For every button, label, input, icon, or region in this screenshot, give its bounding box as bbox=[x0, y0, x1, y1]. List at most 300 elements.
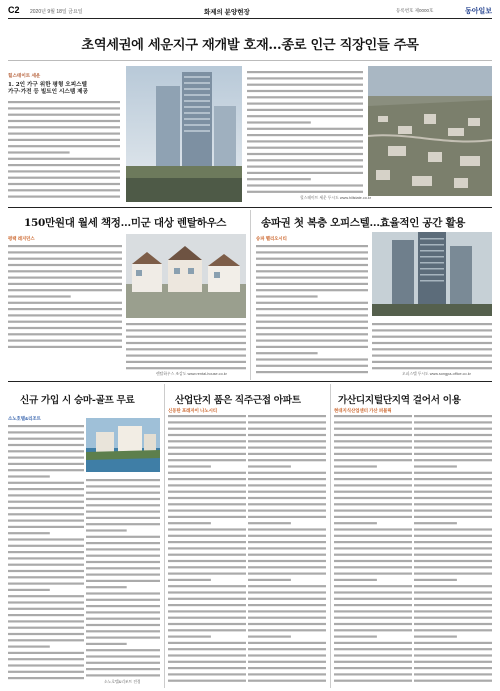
text-line bbox=[168, 604, 246, 606]
text-line bbox=[334, 453, 412, 455]
text-line bbox=[8, 570, 84, 572]
text-line bbox=[248, 522, 291, 524]
text-line bbox=[8, 520, 84, 522]
text-line bbox=[414, 541, 492, 543]
text-line bbox=[168, 453, 246, 455]
section-title: 화제의 분양현장 bbox=[204, 9, 250, 16]
registration-code: 등록번호 제0000호 bbox=[396, 8, 434, 13]
bottom-1-headline: 신규 가입 시 승마-골프 무료 bbox=[20, 395, 135, 406]
text-line bbox=[126, 329, 246, 331]
text-line bbox=[8, 340, 122, 342]
header-rule bbox=[8, 18, 492, 19]
text-line bbox=[247, 159, 363, 161]
text-line bbox=[168, 598, 246, 600]
text-line bbox=[8, 671, 84, 673]
text-line bbox=[168, 447, 246, 449]
text-line bbox=[86, 599, 160, 601]
text-line bbox=[126, 342, 246, 344]
mid-left-credit: 렌탈하우스 조감도 www.rental-house.co.kr bbox=[156, 372, 227, 376]
bottom-2-body-1 bbox=[168, 414, 246, 684]
text-line bbox=[334, 617, 412, 619]
newspaper-logo: 동아일보 bbox=[464, 8, 492, 15]
main-article-body-right bbox=[247, 70, 363, 194]
text-line bbox=[248, 661, 326, 663]
column-divider bbox=[250, 210, 251, 380]
text-line bbox=[256, 295, 318, 297]
text-line bbox=[86, 485, 160, 487]
text-line bbox=[334, 673, 412, 675]
text-line bbox=[86, 561, 160, 563]
text-line bbox=[168, 491, 246, 493]
mid-right-tag: 송파 헬리오시티 bbox=[256, 236, 287, 241]
text-line bbox=[8, 501, 84, 503]
text-line bbox=[8, 627, 84, 629]
text-line bbox=[414, 428, 492, 430]
text-line bbox=[334, 528, 412, 530]
text-line bbox=[414, 522, 457, 524]
text-line bbox=[414, 434, 492, 436]
text-line bbox=[86, 674, 160, 676]
mid-right-credit: 오피스텔 투시도 www.songpa-office.co.kr bbox=[402, 372, 471, 376]
text-line bbox=[86, 630, 160, 632]
text-line bbox=[256, 321, 368, 323]
text-line bbox=[247, 191, 363, 193]
text-line bbox=[248, 648, 326, 650]
text-line bbox=[248, 579, 291, 581]
text-line bbox=[168, 610, 246, 612]
text-line bbox=[414, 440, 492, 442]
text-line bbox=[8, 608, 84, 610]
text-line bbox=[8, 258, 122, 260]
text-line bbox=[414, 484, 492, 486]
text-line bbox=[168, 516, 246, 518]
section-rule-2 bbox=[8, 381, 492, 382]
text-line bbox=[168, 547, 246, 549]
text-line bbox=[334, 598, 412, 600]
text-line bbox=[372, 348, 492, 350]
text-line bbox=[168, 673, 246, 675]
text-line bbox=[334, 484, 412, 486]
text-line bbox=[256, 283, 368, 285]
bottom-1-body-2 bbox=[86, 478, 160, 678]
text-line bbox=[248, 598, 326, 600]
text-line bbox=[247, 166, 363, 168]
main-article-credit: 힐스테이트 세운 투시도 www.hillstate.co.kr bbox=[300, 196, 372, 200]
text-line bbox=[248, 667, 326, 669]
text-line bbox=[86, 555, 160, 557]
text-line bbox=[414, 610, 492, 612]
text-line bbox=[8, 469, 84, 471]
text-line bbox=[168, 667, 246, 669]
text-line bbox=[248, 554, 326, 556]
text-line bbox=[86, 548, 160, 550]
text-line bbox=[168, 636, 211, 638]
text-line bbox=[248, 491, 326, 493]
text-line bbox=[248, 516, 326, 518]
text-line bbox=[414, 472, 492, 474]
text-line bbox=[414, 554, 492, 556]
text-line bbox=[414, 478, 492, 480]
text-line bbox=[414, 585, 492, 587]
bottom-3-body-1 bbox=[334, 414, 412, 684]
text-line bbox=[8, 283, 122, 285]
text-line bbox=[248, 453, 326, 455]
text-line bbox=[414, 617, 492, 619]
text-line bbox=[256, 251, 368, 253]
text-line bbox=[8, 321, 122, 323]
text-line bbox=[86, 567, 160, 569]
text-line bbox=[8, 295, 71, 297]
main-building-photo bbox=[126, 66, 242, 202]
text-line bbox=[86, 517, 160, 519]
text-line bbox=[86, 611, 160, 613]
text-line bbox=[334, 604, 412, 606]
text-line bbox=[334, 447, 412, 449]
column-divider-3 bbox=[330, 384, 331, 688]
text-line bbox=[168, 497, 246, 499]
text-line bbox=[248, 434, 326, 436]
text-line bbox=[248, 566, 326, 568]
text-line bbox=[86, 523, 160, 525]
text-line bbox=[414, 453, 492, 455]
bottom-2-headline: 산업단지 품은 직주근접 아파트 bbox=[175, 395, 301, 406]
text-line bbox=[414, 547, 492, 549]
text-line bbox=[414, 598, 492, 600]
text-line bbox=[248, 459, 326, 461]
text-line bbox=[247, 134, 363, 136]
text-line bbox=[334, 459, 412, 461]
text-line bbox=[334, 585, 412, 587]
text-line bbox=[8, 346, 122, 348]
text-line bbox=[86, 511, 160, 513]
text-line bbox=[8, 164, 120, 166]
text-line bbox=[168, 591, 246, 593]
resort-photo bbox=[86, 418, 160, 472]
text-line bbox=[168, 522, 211, 524]
text-line bbox=[247, 178, 311, 180]
text-line bbox=[168, 440, 246, 442]
text-line bbox=[372, 329, 492, 331]
text-line bbox=[8, 308, 122, 310]
text-line bbox=[414, 623, 492, 625]
text-line bbox=[334, 541, 412, 543]
text-line bbox=[86, 655, 160, 657]
text-line bbox=[8, 444, 84, 446]
bottom-1-body-1 bbox=[8, 424, 84, 682]
text-line bbox=[168, 661, 246, 663]
text-line bbox=[248, 560, 326, 562]
text-line bbox=[414, 680, 492, 682]
text-line bbox=[334, 415, 412, 417]
text-line bbox=[248, 654, 326, 656]
text-line bbox=[248, 541, 326, 543]
mid-left-body-1 bbox=[8, 244, 122, 354]
text-line bbox=[247, 90, 363, 92]
text-line bbox=[8, 170, 120, 172]
text-line bbox=[86, 592, 160, 594]
text-line bbox=[8, 633, 84, 635]
text-line bbox=[414, 528, 492, 530]
text-line bbox=[247, 128, 363, 130]
text-line bbox=[256, 245, 368, 247]
text-line bbox=[248, 610, 326, 612]
text-line bbox=[256, 358, 368, 360]
text-line bbox=[256, 264, 368, 266]
text-line bbox=[247, 96, 363, 98]
text-line bbox=[256, 327, 368, 329]
text-line bbox=[8, 557, 84, 559]
bottom-3-body-2 bbox=[414, 414, 492, 684]
text-line bbox=[256, 289, 368, 291]
text-line bbox=[8, 545, 84, 547]
text-line bbox=[8, 532, 50, 534]
text-line bbox=[8, 264, 122, 266]
text-line bbox=[8, 457, 84, 459]
text-line bbox=[248, 428, 326, 430]
text-line bbox=[168, 528, 246, 530]
text-line bbox=[248, 547, 326, 549]
text-line bbox=[8, 107, 120, 109]
text-line bbox=[86, 574, 160, 576]
text-line bbox=[168, 503, 246, 505]
text-line bbox=[8, 526, 84, 528]
text-line bbox=[334, 434, 412, 436]
text-line bbox=[86, 586, 127, 588]
text-line bbox=[248, 528, 326, 530]
text-line bbox=[247, 115, 363, 117]
text-line bbox=[414, 491, 492, 493]
text-line bbox=[334, 642, 412, 644]
text-line bbox=[334, 554, 412, 556]
text-line bbox=[247, 121, 311, 123]
text-line bbox=[334, 547, 412, 549]
text-line bbox=[334, 510, 412, 512]
text-line bbox=[372, 361, 492, 363]
text-line bbox=[86, 504, 160, 506]
text-line bbox=[414, 560, 492, 562]
text-line bbox=[86, 662, 160, 664]
text-line bbox=[86, 529, 127, 531]
text-line bbox=[256, 371, 368, 373]
text-line bbox=[247, 71, 363, 73]
text-line bbox=[8, 595, 84, 597]
text-line bbox=[414, 421, 492, 423]
bottom-1-credit: 소노호텔&리조트 전경 bbox=[104, 680, 141, 684]
text-line bbox=[86, 618, 160, 620]
text-line bbox=[247, 103, 363, 105]
text-line bbox=[414, 516, 492, 518]
text-line bbox=[248, 680, 326, 682]
text-line bbox=[247, 109, 363, 111]
text-line bbox=[414, 629, 492, 631]
text-line bbox=[414, 661, 492, 663]
text-line bbox=[8, 133, 120, 135]
text-line bbox=[86, 649, 160, 651]
text-line bbox=[8, 652, 84, 654]
text-line bbox=[248, 636, 291, 638]
main-subheads bbox=[8, 82, 120, 96]
text-line bbox=[334, 591, 412, 593]
text-line bbox=[168, 484, 246, 486]
bottom-3-tag: 현대지식산업센터 가산 퍼블릭 bbox=[334, 408, 392, 413]
text-line bbox=[414, 510, 492, 512]
bottom-1-tag: 소노호텔&리조트 bbox=[8, 416, 41, 421]
text-line bbox=[168, 642, 246, 644]
text-line bbox=[8, 620, 84, 622]
text-line bbox=[248, 421, 326, 423]
text-line bbox=[8, 438, 84, 440]
text-line bbox=[334, 680, 412, 682]
text-line bbox=[248, 497, 326, 499]
text-line bbox=[8, 646, 50, 648]
main-byline: 힐스테이트 세운 bbox=[8, 73, 41, 78]
issue-date: 2020년 9월 18일 금요일 bbox=[30, 9, 83, 15]
text-line bbox=[248, 673, 326, 675]
bottom-3-headline: 가산디지털단지역 걸어서 이용 bbox=[338, 395, 461, 406]
text-line bbox=[247, 140, 363, 142]
text-line bbox=[248, 510, 326, 512]
text-line bbox=[86, 498, 160, 500]
text-line bbox=[248, 440, 326, 442]
text-line bbox=[248, 617, 326, 619]
aerial-city-photo bbox=[368, 66, 492, 196]
text-line bbox=[126, 367, 246, 369]
text-line bbox=[86, 492, 160, 494]
text-line bbox=[414, 604, 492, 606]
text-line bbox=[414, 447, 492, 449]
officetel-tower-photo bbox=[372, 232, 492, 316]
text-line bbox=[168, 554, 246, 556]
text-line bbox=[248, 447, 326, 449]
text-line bbox=[8, 425, 84, 427]
text-line bbox=[8, 101, 120, 103]
text-line bbox=[8, 183, 120, 185]
text-line bbox=[247, 153, 363, 155]
text-line bbox=[86, 536, 160, 538]
text-line bbox=[414, 573, 492, 575]
text-line bbox=[8, 664, 84, 666]
divider bbox=[8, 60, 492, 61]
text-line bbox=[248, 415, 326, 417]
text-line bbox=[86, 479, 160, 481]
text-line bbox=[256, 340, 368, 342]
text-line bbox=[248, 465, 291, 467]
main-article-body-left bbox=[8, 100, 120, 200]
text-line bbox=[8, 431, 84, 433]
text-line bbox=[248, 573, 326, 575]
text-line bbox=[414, 415, 492, 417]
text-line bbox=[334, 579, 377, 581]
text-line bbox=[334, 478, 412, 480]
text-line bbox=[8, 658, 84, 660]
mid-left-tag: 평택 레지던스 bbox=[8, 236, 35, 241]
text-line bbox=[8, 277, 122, 279]
text-line bbox=[86, 637, 160, 639]
text-line bbox=[8, 564, 84, 566]
text-line bbox=[8, 333, 122, 335]
text-line bbox=[256, 352, 318, 354]
text-line bbox=[8, 463, 84, 465]
text-line bbox=[168, 459, 246, 461]
text-line bbox=[334, 516, 412, 518]
text-line bbox=[256, 277, 368, 279]
text-line bbox=[8, 538, 84, 540]
text-line bbox=[168, 573, 246, 575]
text-line bbox=[168, 585, 246, 587]
text-line bbox=[414, 648, 492, 650]
text-line bbox=[168, 415, 246, 417]
text-line bbox=[248, 629, 326, 631]
text-line bbox=[372, 336, 492, 338]
text-line bbox=[256, 270, 368, 272]
text-line bbox=[168, 434, 246, 436]
text-line bbox=[8, 177, 120, 179]
text-line bbox=[8, 488, 84, 490]
text-line bbox=[8, 482, 84, 484]
text-line bbox=[8, 145, 120, 147]
text-line bbox=[8, 151, 70, 153]
text-line bbox=[8, 614, 84, 616]
mid-left-body-2 bbox=[126, 322, 246, 372]
text-line bbox=[168, 428, 246, 430]
text-line bbox=[168, 560, 246, 562]
text-line bbox=[247, 147, 363, 149]
page-number: C2 bbox=[8, 5, 20, 15]
text-line bbox=[8, 639, 84, 641]
text-line bbox=[8, 327, 122, 329]
column-divider-2 bbox=[164, 384, 165, 688]
text-line bbox=[168, 579, 211, 581]
text-line bbox=[248, 604, 326, 606]
text-line bbox=[168, 629, 246, 631]
text-line bbox=[248, 623, 326, 625]
text-line bbox=[8, 475, 50, 477]
text-line bbox=[372, 367, 492, 369]
text-line bbox=[126, 323, 246, 325]
text-line bbox=[8, 450, 84, 452]
text-line bbox=[248, 472, 326, 474]
text-line bbox=[248, 585, 326, 587]
text-line bbox=[8, 251, 122, 253]
text-line bbox=[334, 654, 412, 656]
text-line bbox=[414, 503, 492, 505]
text-line bbox=[256, 333, 368, 335]
text-line bbox=[168, 510, 246, 512]
text-line bbox=[168, 421, 246, 423]
text-line bbox=[8, 139, 120, 141]
text-line bbox=[334, 428, 412, 430]
text-line bbox=[334, 491, 412, 493]
text-line bbox=[8, 114, 120, 116]
text-line bbox=[8, 270, 122, 272]
text-line bbox=[8, 245, 122, 247]
page-header bbox=[8, 4, 492, 18]
text-line bbox=[414, 497, 492, 499]
text-line bbox=[334, 535, 412, 537]
text-line bbox=[248, 484, 326, 486]
text-line bbox=[334, 636, 377, 638]
text-line bbox=[86, 605, 160, 607]
text-line bbox=[8, 576, 84, 578]
text-line bbox=[414, 591, 492, 593]
text-line bbox=[8, 302, 122, 304]
text-line bbox=[8, 513, 84, 515]
text-line bbox=[256, 314, 368, 316]
text-line bbox=[126, 355, 246, 357]
text-line bbox=[414, 535, 492, 537]
text-line bbox=[334, 623, 412, 625]
text-line bbox=[8, 189, 120, 191]
